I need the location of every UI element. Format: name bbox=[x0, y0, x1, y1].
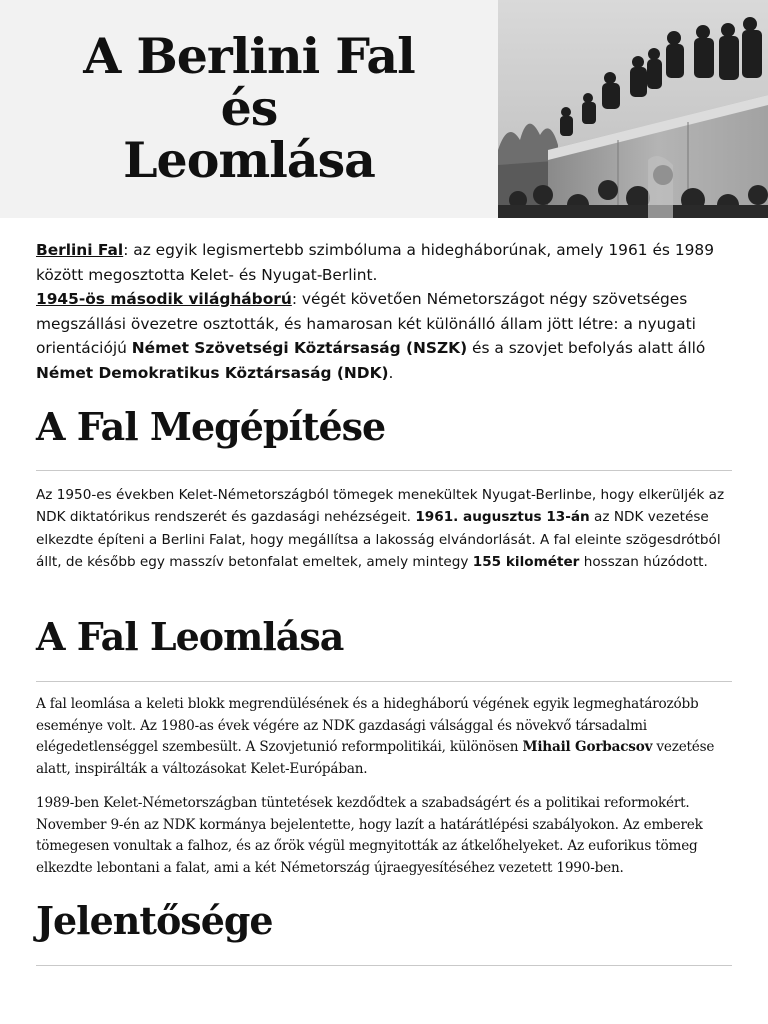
title-line-2: és bbox=[220, 79, 278, 137]
page-title bbox=[0, 27, 498, 189]
divider bbox=[36, 470, 732, 471]
section-heading-jelentosege: Jelentősége bbox=[36, 898, 273, 943]
intro-p2-ndk: Német Demokratikus Köztársaság (NDK) bbox=[36, 363, 389, 382]
s2-p1-text-2: vezetése alatt, inspirálták a változásokat Kelet-Európában. bbox=[36, 739, 715, 777]
term-berlini-fal: Berlini Fal bbox=[36, 241, 124, 259]
divider bbox=[36, 681, 732, 682]
section-heading-megepitese: A Fal Megépítése bbox=[36, 404, 386, 449]
s1-text-2: az NDK vezetése elkezdte építeni a Berlini Falat, hogy megállítsa a lakosság elvándorlását. A fal eleinte szögesdrótból állt, de később egy masszív betonfalat emeltek, amely mintegy bbox=[36, 509, 721, 571]
header-banner bbox=[0, 0, 768, 218]
berlin-wall-photo bbox=[498, 0, 768, 218]
divider bbox=[36, 965, 732, 966]
intro-paragraph-1 bbox=[36, 238, 736, 287]
intro-p1-text: : az egyik legismertebb szimbóluma a hidegháborúnak, amely 1961 és 1989 között megosztotta Kelet- és Nyugat-Berlint. bbox=[36, 241, 714, 284]
s1-date: 1961. augusztus 13-án bbox=[415, 509, 590, 526]
s2-gorbacsov: Mihail Gorbacsov bbox=[522, 739, 653, 756]
intro-p2-text-3: . bbox=[388, 363, 394, 382]
intro-paragraph-2 bbox=[36, 287, 736, 385]
section-1-paragraph bbox=[36, 484, 736, 574]
s2-p1-text-1: A fal leomlása a keleti blokk megrendülésének és a hidegháború végének egyik legmeghatározóbb eseménye volt. Az 1980-as évek végére az NDK gazdasági válsággal és növekvő társadalmi elégedetlenséggel szembesült. A Szovjetunió reformpolitikái, különösen bbox=[36, 696, 699, 756]
section-2-paragraph-1 bbox=[36, 694, 736, 780]
term-masodik-vilaghaboru: 1945-ös második világháború bbox=[36, 290, 292, 309]
intro-p2-text-2: és a szovjet befolyás alatt álló bbox=[467, 339, 706, 358]
s1-text-1: Az 1950-es években Kelet-Németországból tömegek menekültek Nyugat-Berlinbe, hogy elkerüljék az NDK diktatórikus rendszerét és gazdasági nehézségeit. bbox=[36, 487, 725, 526]
intro-p2-nszk: Német Szövetségi Köztársaság (NSZK) bbox=[131, 339, 468, 358]
section-2-paragraph-2: 1989-ben Kelet-Németországban tüntetések kezdődtek a szabadságért és a politikai reformokért. November 9-én az NDK kormánya bejelentette, hogy lazít a határátlépési szabályokon. Az emberek tömegesen vonultak a falhoz, és az őrök végül megnyitották az átkelőhelyeket. Az euforikus tömeg elkezdte lebontani a falat, ami a két Németország újraegyesítéséhez vezetett 1990-ben. bbox=[36, 795, 703, 876]
berlin-wall-crowd-photo-icon bbox=[498, 0, 768, 218]
title-line-3: Leomlása bbox=[123, 131, 375, 189]
section-heading-leomlasa: A Fal Leomlása bbox=[36, 614, 344, 659]
s1-text-3: hosszan húzódott. bbox=[579, 554, 708, 571]
s1-length: 155 kilométer bbox=[472, 554, 580, 571]
intro-text bbox=[36, 238, 736, 386]
intro-p2-text-1: : végét követően Németországot négy szövetséges megszállási övezetre osztották, és hamarosan két különálló állam jött létre: a nyugati orientációjú bbox=[36, 290, 696, 358]
title-line-1: A Berlini Fal bbox=[83, 27, 415, 85]
